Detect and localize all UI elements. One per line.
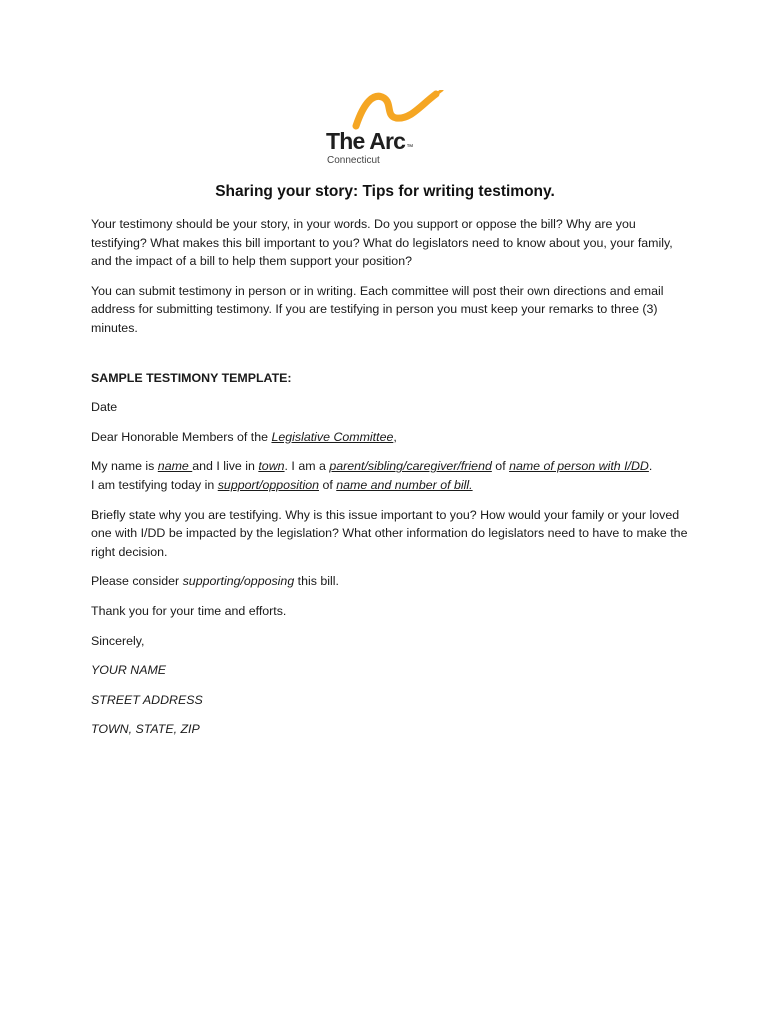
page-title: Sharing your story: Tips for writing testimony. — [215, 183, 555, 200]
name-placeholder: name — [157, 459, 193, 474]
thanks-line: Thank you for your time and efforts. — [91, 603, 287, 618]
person-placeholder: name of person with I/DD — [509, 459, 649, 474]
stance-verb-placeholder: supporting/opposing — [182, 574, 295, 589]
logo-subtitle: Connecticut — [327, 155, 380, 166]
intro-paragraph-1: Your testimony should be your story, in your words. Do you support or oppose the bill? Why are you testifying? What makes this bill important to you? What do legislators need to know about you, your family, and the impact of a bill to help them support your position? — [91, 217, 673, 269]
template-heading: SAMPLE TESTIMONY TEMPLATE: — [91, 370, 292, 385]
arc-swoosh-icon — [352, 90, 444, 130]
signature-name: YOUR NAME — [91, 663, 167, 678]
stance-placeholder: support/opposition — [217, 477, 319, 492]
document-body — [91, 215, 691, 750]
introduction-paragraph: My name is name and I live in town. I am a parent/sibling/caregiver/friend of name of person with I/DD. I am testifying today in support/opposition of name and number of bill. — [91, 459, 653, 492]
signature-town: TOWN, STATE, ZIP — [91, 722, 200, 737]
consider-line: Please consider supporting/opposing this bill. — [91, 574, 339, 589]
arc-logo — [326, 90, 446, 172]
date-line: Date — [91, 400, 118, 415]
signature-street: STREET ADDRESS — [91, 692, 203, 707]
committee-placeholder: Legislative Committee — [271, 429, 394, 444]
intro-paragraph-2: You can submit testimony in person or in writing. Each committee will post their own directions and email address for submitting testimony. If you are testifying in person you must keep your remarks to three (3) minutes. — [91, 283, 664, 335]
closing-line: Sincerely, — [91, 633, 145, 648]
bill-placeholder: name and number of bill. — [336, 477, 473, 492]
town-placeholder: town — [258, 459, 285, 474]
salutation-line: Dear Honorable Members of the Legislative Committee, — [91, 429, 397, 444]
why-paragraph: Briefly state why you are testifying. Why is this issue important to you? How would your family or your loved one with I/DD be impacted by the legislation? What other information do legislators need to have to make the right decision. — [91, 507, 688, 559]
relation-placeholder: parent/sibling/caregiver/friend — [329, 459, 492, 474]
logo-wordmark: The Arc™ — [326, 128, 413, 154]
